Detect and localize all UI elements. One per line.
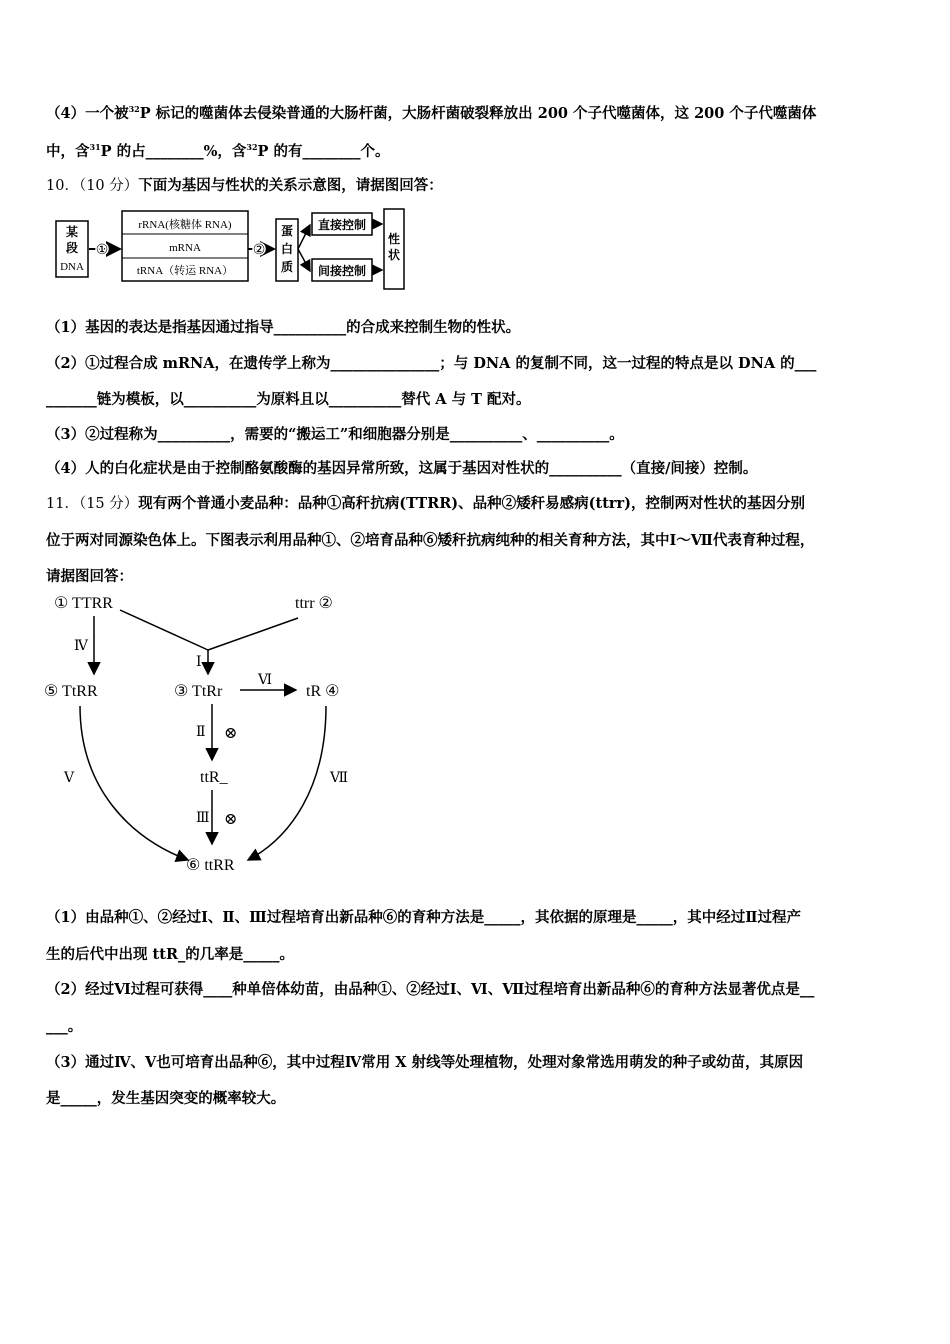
mrna-label: mRNA xyxy=(169,242,201,254)
protein-char1: 蛋 xyxy=(280,224,294,238)
q11-item1-line1: （1）由品种①、②经过Ⅰ、Ⅱ、Ⅲ过程培育出新品种⑥的育种方法是_____，其依据的原理是_____，其中经过Ⅱ过程产 xyxy=(46,909,801,926)
process-1-label: Ⅰ xyxy=(196,655,202,670)
protein-char2: 白 xyxy=(280,242,294,256)
step1-label: ① xyxy=(95,243,109,258)
process-4-label: Ⅳ xyxy=(74,639,88,654)
process-3-label: Ⅲ xyxy=(196,811,210,826)
breeding-diagram xyxy=(40,588,360,888)
q10-item2-line2: _______链为模板，以__________为原料且以__________替代 A 与 T 配对。 xyxy=(46,391,531,408)
q11-item2-line1: （2）经过Ⅵ过程可获得____种单倍体幼苗，由品种①、②经过Ⅰ、Ⅵ、Ⅶ过程培育出新品种⑥的育种方法显著优点是__ xyxy=(46,981,815,998)
q10-item4: （4）人的白化症状是由于控制酪氨酸酶的基因异常所致，这属于基因对性状的__________（直接/间接）控制。 xyxy=(46,460,758,477)
variety3-label: ③ TtRr xyxy=(174,683,223,700)
trna-label: tRNA（转运 RNA） xyxy=(136,265,234,277)
dna-char1: 某 xyxy=(65,225,79,239)
protein-char3: 质 xyxy=(280,260,294,274)
direct-control-label: 直接控制 xyxy=(317,218,367,232)
q11-item3-line2: 是_____，发生基因突变的概率较大。 xyxy=(46,1090,286,1107)
q11-intro-line3: 请据图回答： xyxy=(46,568,133,585)
process-2-label: Ⅱ xyxy=(196,725,206,740)
q10-item1: （1）基因的表达是指基因通过指导__________的合成来控制生物的性状。 xyxy=(46,319,521,336)
indirect-control-label: 间接控制 xyxy=(317,264,367,278)
q11-item2-line2: ___。 xyxy=(46,1018,83,1035)
rrna-label: rRNA(核糖体 RNA) xyxy=(138,219,232,231)
step2-label: ② xyxy=(252,243,266,258)
q10-item3: （3）②过程称为__________，需要的“搬运工”和细胞器分别是__________、__________。 xyxy=(46,426,624,443)
variety4-label: tR ④ xyxy=(306,683,340,700)
process-7-label: Ⅶ xyxy=(330,771,349,786)
process-6-label: Ⅵ xyxy=(258,673,273,688)
q11-intro-line1: 11．（15 分）现有两个普通小麦品种：品种①高秆抗病(TTRR)、品种②矮秆易感病(ttrr)，控制两对性状的基因分别 xyxy=(46,495,806,512)
q11-item3-line1: （3）通过Ⅳ、Ⅴ也可培育出品种⑥，其中过程Ⅳ常用 X 射线等处理植物，处理对象常选用萌发的种子或幼苗，其原因 xyxy=(46,1054,804,1071)
selfing-symbol-1: ⊗ xyxy=(224,725,238,742)
ttr-label: ttR_ xyxy=(200,769,228,786)
dna-char3: DNA xyxy=(60,261,84,273)
trait-char2: 状 xyxy=(387,248,401,262)
gene-trait-diagram xyxy=(52,205,412,295)
variety5-label: ⑤ TtRR xyxy=(44,683,98,700)
variety6-label: ⑥ ttRR xyxy=(186,857,235,874)
dna-char2: 段 xyxy=(65,241,79,255)
q10-item2-line1: （2）①过程合成 mRNA，在遗传学上称为_______________；与 DNA 的复制不同，这一过程的特点是以 DNA 的___ xyxy=(46,355,817,372)
trait-char1: 性 xyxy=(387,232,401,246)
variety2-label: ttrr ② xyxy=(295,595,333,612)
process-5-label: Ⅴ xyxy=(64,771,75,786)
q10-heading: 10．（10 分）下面为基因与性状的关系示意图，请据图回答： xyxy=(46,177,443,194)
q11-item1-line2: 生的后代中出现 ttR_的几率是_____。 xyxy=(46,946,294,963)
variety1-label: ① TTRR xyxy=(54,595,113,612)
selfing-symbol-2: ⊗ xyxy=(224,811,238,828)
q9-item4-line2: 中，含$^{31}$P 的占________%，含$^{32}$P 的有________个。 xyxy=(46,142,390,160)
q11-intro-line2: 位于两对同源染色体上。下图表示利用品种①、②培育品种⑥矮秆抗病纯种的相关育种方法，其中Ⅰ～Ⅶ代表育种过程， xyxy=(46,532,815,549)
q9-item4-line1: （4）一个被$^{32}$P 标记的噬菌体去侵染普通的大肠杆菌，大肠杆菌破裂释放出 200 个子代噬菌体，这 200 个子代噬菌体 xyxy=(46,104,817,122)
